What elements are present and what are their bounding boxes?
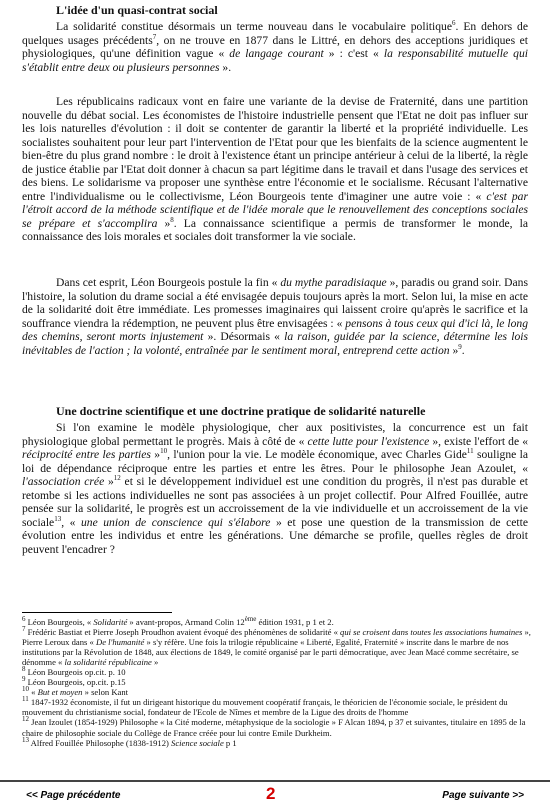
text-run: Frédéric Bastiat et Pierre Joseph Proudhon avaient évoqué des phénomènes de solidarité « — [25, 627, 341, 638]
text-run: . La connaissance scientifique a permis de transformer le monde, la connaissance des lois morales et sociales doit transformer la vie sociale. — [22, 216, 528, 244]
italic-quote: l'association crée — [22, 475, 105, 489]
text-run: Dans cet esprit, Léon Bourgeois postule la fin « — [56, 276, 281, 289]
footnote-separator — [22, 612, 172, 613]
footnote — [22, 677, 532, 687]
text-run: édition 1931, p 1 et 2. — [256, 617, 334, 627]
text-run: » : c'est « — [323, 47, 384, 61]
text-run: » selon Kant — [82, 687, 129, 698]
text-run: Léon Bourgeois op.cit. p. 10 — [25, 667, 126, 678]
text-run: Alfred Fouillée Philosophe (1838-1912) — [29, 737, 172, 748]
footnote-marker: 11 — [466, 447, 474, 456]
text-run: » avant-propos, Armand Colin 12 — [127, 617, 245, 627]
footnote — [22, 697, 532, 717]
paragraph-solidarite-definition — [22, 20, 528, 74]
footnote — [22, 617, 532, 627]
footnote-marker: 9 — [458, 342, 462, 351]
text-run: », paradis ou grand soir. Dans l'histoire, la solution du drame social a été envisagée depuis toujours après la mort. Selon lui, la mise en acte de la solidarité doit être immédiate. Les promesses imaginaires qui laissent croire qu'après le sacrifice et la souffrance viendra la rédemption, ne peuvent plus être envisagées : « — [22, 276, 528, 330]
italic-quote: De l'humanité — [95, 637, 145, 648]
footnote-marker: 8 — [22, 665, 26, 674]
text-run: p 1 — [223, 737, 237, 748]
text-run: 1847-1932 économiste, il fut un dirigeant historique du mouvement coopératif français, le théoricien de l'économie sociale, le président du mouvement du christianisme social, fondateur de l'Ecole de Nîmes et membre de la Ligue des droits de l'homme — [22, 697, 508, 718]
footnote-marker: 12 — [22, 715, 29, 724]
footnote-marker: 7 — [22, 625, 26, 634]
text-run: » et pose une question de la transmission de cette évolution entre les individus et entre les générations. Une démarche se profile, quelles règles de droit peuvent l'encadrer ? — [22, 515, 528, 556]
text-run: Les républicains radicaux vont en faire une variante de la devise de Fraternité, dans une partition nouvelle du débat social. Les économistes de l'histoire industrielle pensent que l'Etat ne doit pas influer sur les lois naturelles d'évolution : il doit se contenter de garantir la liberté et la propriété individuelle. Les socialistes souhaitent pour leur part l'intervention de l'Etat pour que les bienfaits de la science augmentent le bien-être du plus grand nombre : le droit à l'existence étant un principe antérieur à celui de la liberté, la règle de justice établie par l'Etat doit donner à chacun sa part légitime dans le travail et dans l'usage des services et des biens. Le solidarisme va proposer une synthèse entre l'économie et le socialisme. Récusant l'alternative entre l'individualisme ou le collectivisme, Léon Bourgeois tente d'imaginer une autre voie : « — [22, 95, 528, 203]
footnote-marker: 10 — [22, 685, 29, 694]
footnote-marker: 8 — [170, 216, 174, 225]
text-run: » — [449, 343, 459, 357]
text-run: ». — [219, 60, 232, 74]
paragraph-republicains-radicaux — [22, 95, 528, 244]
footnote-marker: 6 — [22, 615, 26, 624]
text-run: , l'union pour la vie. Le modèle économique, avec Charles Gide — [167, 448, 467, 462]
italic-quote: une union de conscience qui s'élabore — [80, 515, 271, 529]
italic-quote: c'est par l'étroit accord de la méthode scientifique et de l'idée morale que le renouvellement des conceptions sociales se prépare et s'accomplira — [22, 189, 528, 230]
previous-page-link[interactable]: << Page précédente — [26, 790, 121, 801]
text-run: Si l'on examine le modèle physiologique, cher aux positivistes, la concurrence est un fait physiologique global permettant le progrès. Mais à côté de « — [22, 421, 528, 448]
footnote-marker: 13 — [54, 514, 62, 523]
page-number: 2 — [266, 784, 276, 803]
italic-quote: Solidarité — [93, 617, 128, 627]
text-run: . — [461, 343, 465, 357]
text-run: ». Désormais « — [203, 330, 285, 344]
italic-quote: du mythe paradisiaque — [280, 276, 387, 289]
footnote-marker: 11 — [22, 695, 29, 704]
text-run: » — [157, 216, 171, 230]
footnote — [22, 735, 532, 748]
text-run: », existe l'effort de « — [429, 434, 529, 448]
footnote-marker: ème — [244, 615, 257, 624]
italic-quote: la solidarité républicaine — [64, 657, 152, 668]
paragraph-mythe-paradisiaque — [22, 276, 528, 357]
text-run: souligne la loi de dépendance réciproque entre les parties et entre les êtres. Pour le philosophe Jean Azoulet, « — [22, 448, 528, 475]
text-run: » — [151, 657, 159, 668]
footnote — [22, 687, 532, 697]
italic-quote: pensons à tous ceux qui d'ici là, le long des chemins, seront morts injustement — [22, 316, 528, 344]
text-run: et si le développement individuel est une condition du progrès, il n'est pas durable et retombe si les actions individuelles ne sont pas associées à un projet collectif. Pour Alfred Fouillée, autre pensée sur la solidarité, le progrès est un accroissement de la vie individuelle et un accroissement de la vie sociale — [22, 475, 528, 529]
text-run: » — [104, 475, 114, 489]
paragraph-modele-physiologique — [22, 421, 528, 556]
text-run: », Pierre Leroux dans « — [22, 627, 531, 648]
italic-quote: But et moyen — [37, 687, 83, 698]
text-run: , on ne trouve en 1877 dans le Littré, en dehors des acceptions juridiques et physiologiques, qu'une définition vague « — [22, 33, 528, 61]
footnote — [22, 627, 532, 667]
italic-quote: de langage courant — [229, 47, 324, 61]
footnote-marker: 6 — [451, 19, 456, 28]
text-run: Léon Bourgeois, « — [25, 617, 94, 627]
footnotes-list — [22, 617, 532, 748]
page-footer — [0, 780, 550, 806]
italic-quote: la responsabilité mutuelle qui s'établit entre deux ou plusieurs personnes — [22, 47, 528, 74]
text-run: La solidarité constitue désormais un terme nouveau dans le vocabulaire politique — [56, 20, 452, 33]
footnote-marker: 13 — [22, 735, 29, 744]
text-run: « — [29, 687, 38, 698]
footnote — [22, 667, 532, 677]
footnote-marker: 7 — [152, 32, 157, 41]
italic-quote: réciprocité entre les parties — [22, 448, 151, 462]
footnote-marker: 12 — [113, 474, 121, 483]
text-run: , « — [61, 515, 81, 529]
italic-quote: qui se croisent dans toutes les associations humaines — [340, 627, 523, 638]
section-heading-doctrine: Une doctrine scientifique et une doctrine pratique de solidarité naturelle — [56, 404, 426, 418]
footnote — [22, 717, 532, 737]
text-run: Léon Bourgeois, op.cit. p.15 — [25, 677, 126, 688]
next-page-link[interactable]: Page suivante >> — [442, 790, 524, 801]
footnote-marker: 10 — [160, 447, 168, 456]
italic-quote: Science sociale — [171, 737, 224, 748]
italic-quote: cette lutte pour l'existence — [307, 434, 430, 448]
italic-quote: la raison, guidée par la science, détermine les lois inévitables de l'action ; la volonté, entraînée par le sentiment moral, entreprend cette action — [22, 330, 528, 357]
section-heading-quasi-contrat: L'idée d'un quasi-contrat social — [56, 3, 218, 17]
text-run: » s'y réfère. Une fois la trilogie républicaine « Liberté, Egalité, Fraternité » inscrite dans le marbre de nos institutions par la Révolution de 1848, aux élections de 1849, le comité organisé par le parti démocratique, avec Jean Macé comme secrétaire, se dénomme « — [22, 637, 519, 668]
text-run: » — [150, 448, 161, 462]
text-run: . En dehors de quelques usages précédents — [22, 20, 528, 47]
footnote-marker: 9 — [22, 675, 26, 684]
text-run: Jean Izoulet (1854-1929) Philosophe « la Cité moderne, métaphysique de la sociologie » F Alcan 1894, p 37 et suivantes, titulaire en 1895 de la chaire de philosophie sociale du Collège de France créée pour lui contre Emile Durkheim. — [22, 717, 526, 738]
